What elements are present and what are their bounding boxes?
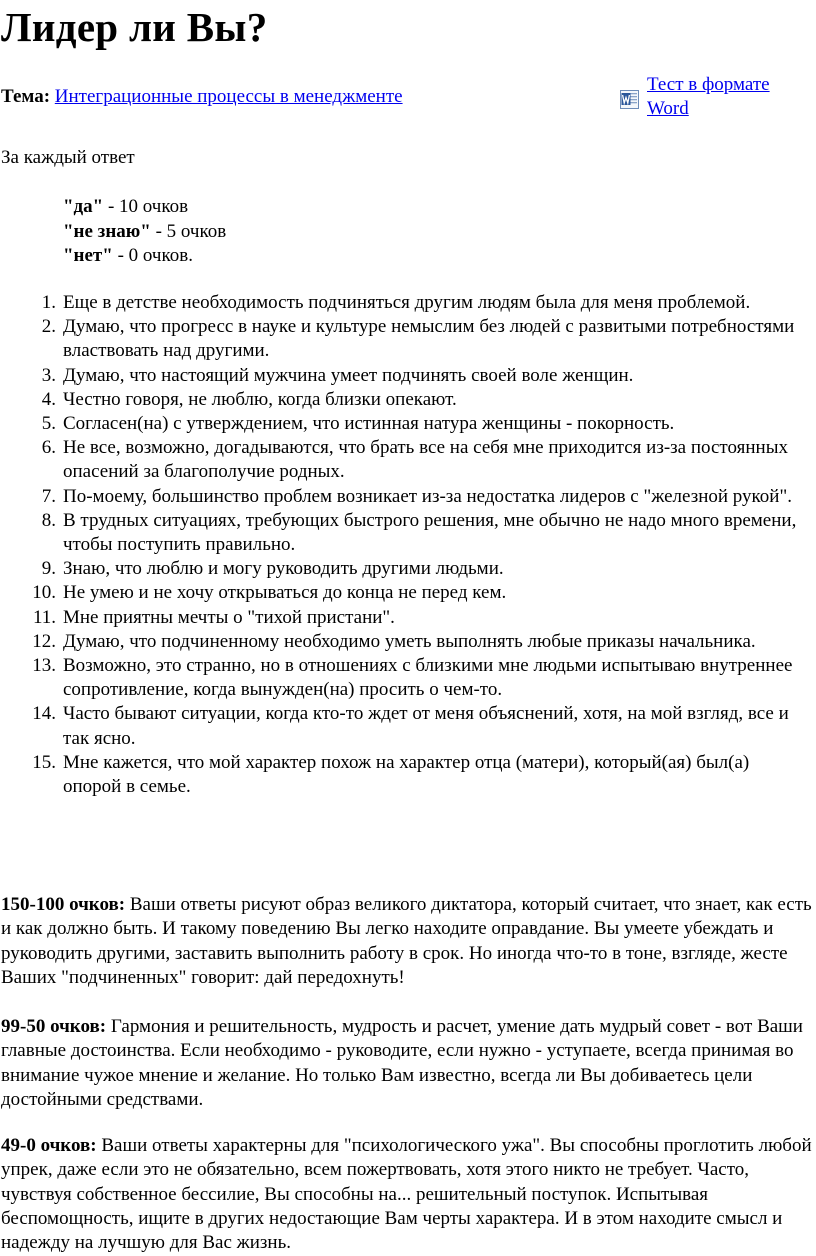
question-number: 12.: [32, 630, 56, 652]
scoring-item: [63, 220, 226, 245]
list-item: [0, 412, 810, 436]
topic-link[interactable]: Интеграционные процессы в менеджменте: [54, 86, 403, 107]
question-text: Часто бывают ситуации, когда кто-то ждет от меня объяснений, хотя, на мой взгляд, все и так ясно.: [63, 703, 789, 749]
question-number: 10.: [32, 582, 56, 604]
question-number: 14.: [32, 703, 56, 725]
word-document-icon[interactable]: [620, 90, 639, 109]
question-number: 2.: [41, 316, 56, 338]
question-number: 7.: [41, 485, 56, 507]
result-text: Ваши ответы характерны для "психологического ужа". Вы способны проглотить любой упрек, даже если это не обязательно, всем пожертвовать, хотя этого никто не требует. Часто, чувствуя собственное бессилие, Вы способны на... решительный поступок. Испытывая беспомощность, ищите в других недостающие Вам черты характера. И в этом находите смысл и надежду на лучшую для Вас жизнь.: [1, 1135, 812, 1254]
list-item: [0, 436, 810, 484]
question-text: Не все, возможно, догадываются, что брать все на себя мне приходится из-за постоянных опасений за благополучие родных.: [63, 437, 788, 483]
question-list: [0, 291, 810, 799]
question-text: Не умею и не хочу открываться до конца не перед кем.: [63, 582, 507, 604]
scoring-answer: "нет": [63, 245, 113, 266]
question-number: 6.: [41, 437, 56, 459]
list-item: [0, 557, 810, 581]
scoring-answer: "да": [63, 196, 104, 217]
question-text: Думаю, что подчиненному необходимо уметь выполнять любые приказы начальника.: [63, 630, 756, 652]
question-number: 9.: [41, 558, 56, 580]
question-text: Честно говоря, не люблю, когда близки опекают.: [63, 388, 457, 410]
result-text: Ваши ответы рисуют образ великого диктатора, который считает, что знает, как есть и как должно быть. И такому поведению Вы легко находите оправдание. Вы умеете убеждать и руководить другими, заставить выполнить работу в срок. Но иногда что-то в тоне, взгляде, жесте Ваших "подчиненных" говорит: дай передохнуть!: [1, 894, 812, 988]
question-text: По-моему, большинство проблем возникает из-за недостатка лидеров с "железной рукой".: [63, 485, 792, 507]
scoring-points: - 10 очков: [103, 196, 189, 217]
result-text: Гармония и решительность, мудрость и расчет, умение дать мудрый совет - вот Ваши главные достоинства. Если необходимо - руководите, если нужно - уступаете, всегда принимая во внимание чужое мнение и желание. Но только Вам известно, всегда ли Вы добиваетесь цели достойными средствами.: [1, 1016, 803, 1110]
result-range: 99-50 очков:: [1, 1016, 107, 1037]
question-number: 8.: [41, 509, 56, 531]
question-number: 4.: [41, 388, 56, 410]
list-item: [0, 364, 810, 388]
list-item: [0, 606, 810, 630]
topic-row: [1, 85, 403, 109]
list-item: [0, 581, 810, 605]
question-text: Еще в детстве необходимость подчиняться другим людям была для меня проблемой.: [63, 292, 751, 313]
question-text: В трудных ситуациях, требующих быстрого решения, мне обычно не надо много времени, чтобы поступить правильно.: [63, 509, 797, 556]
result-range: 49-0 очков:: [1, 1135, 97, 1156]
scoring-item: [63, 244, 226, 269]
page-title: Лидер ли Вы?: [1, 4, 268, 50]
list-item: [0, 702, 810, 750]
list-item: [0, 654, 810, 702]
result-paragraph: [1, 893, 813, 990]
question-text: Мне приятны мечты о "тихой пристани".: [63, 606, 395, 628]
list-item: [0, 630, 810, 654]
topic-label: Тема:: [1, 86, 51, 107]
question-text: Мне кажется, что мой характер похож на характер отца (матери), который(ая) был(а) опорой в семье.: [63, 751, 750, 798]
question-text: Возможно, это странно, но в отношениях с близкими мне людьми испытываю внутреннее сопротивление, когда вынужден(на) просить о чем-то.: [63, 655, 793, 701]
list-item: [0, 388, 810, 412]
question-text: Знаю, что люблю и могу руководить другими людьми.: [63, 558, 504, 580]
scoring-points: - 0 очков.: [112, 245, 193, 266]
scoring-points: - 5 очков: [150, 220, 227, 242]
question-number: 3.: [41, 364, 56, 386]
question-text: Думаю, что прогресс в науке и культуре немыслим без людей с развитыми потребностями властвовать над другими.: [63, 316, 795, 362]
result-paragraph: [1, 1015, 813, 1112]
question-number: 11.: [32, 606, 56, 628]
question-number: 5.: [41, 413, 56, 435]
question-number: 1.: [41, 292, 56, 313]
download-word-link[interactable]: Тест в формате Word: [647, 74, 770, 119]
list-item: [0, 751, 810, 799]
question-number: 13.: [32, 655, 56, 677]
result-paragraph: [1, 1134, 813, 1255]
scoring-answer: "не знаю": [63, 220, 151, 242]
result-range: 150-100 очков:: [1, 894, 126, 915]
list-item: [0, 485, 810, 509]
list-item: [0, 509, 810, 557]
scoring-list: [63, 195, 226, 269]
question-text: Думаю, что настоящий мужчина умеет подчинять своей воле женщин.: [63, 364, 634, 386]
question-number: 15.: [32, 751, 56, 773]
list-item: [0, 315, 810, 363]
scoring-item: [63, 195, 226, 220]
question-text: Согласен(на) с утверждением, что истинная натура женщины - покорность.: [63, 413, 675, 435]
list-item: [0, 291, 810, 315]
intro-text: За каждый ответ: [1, 147, 135, 168]
